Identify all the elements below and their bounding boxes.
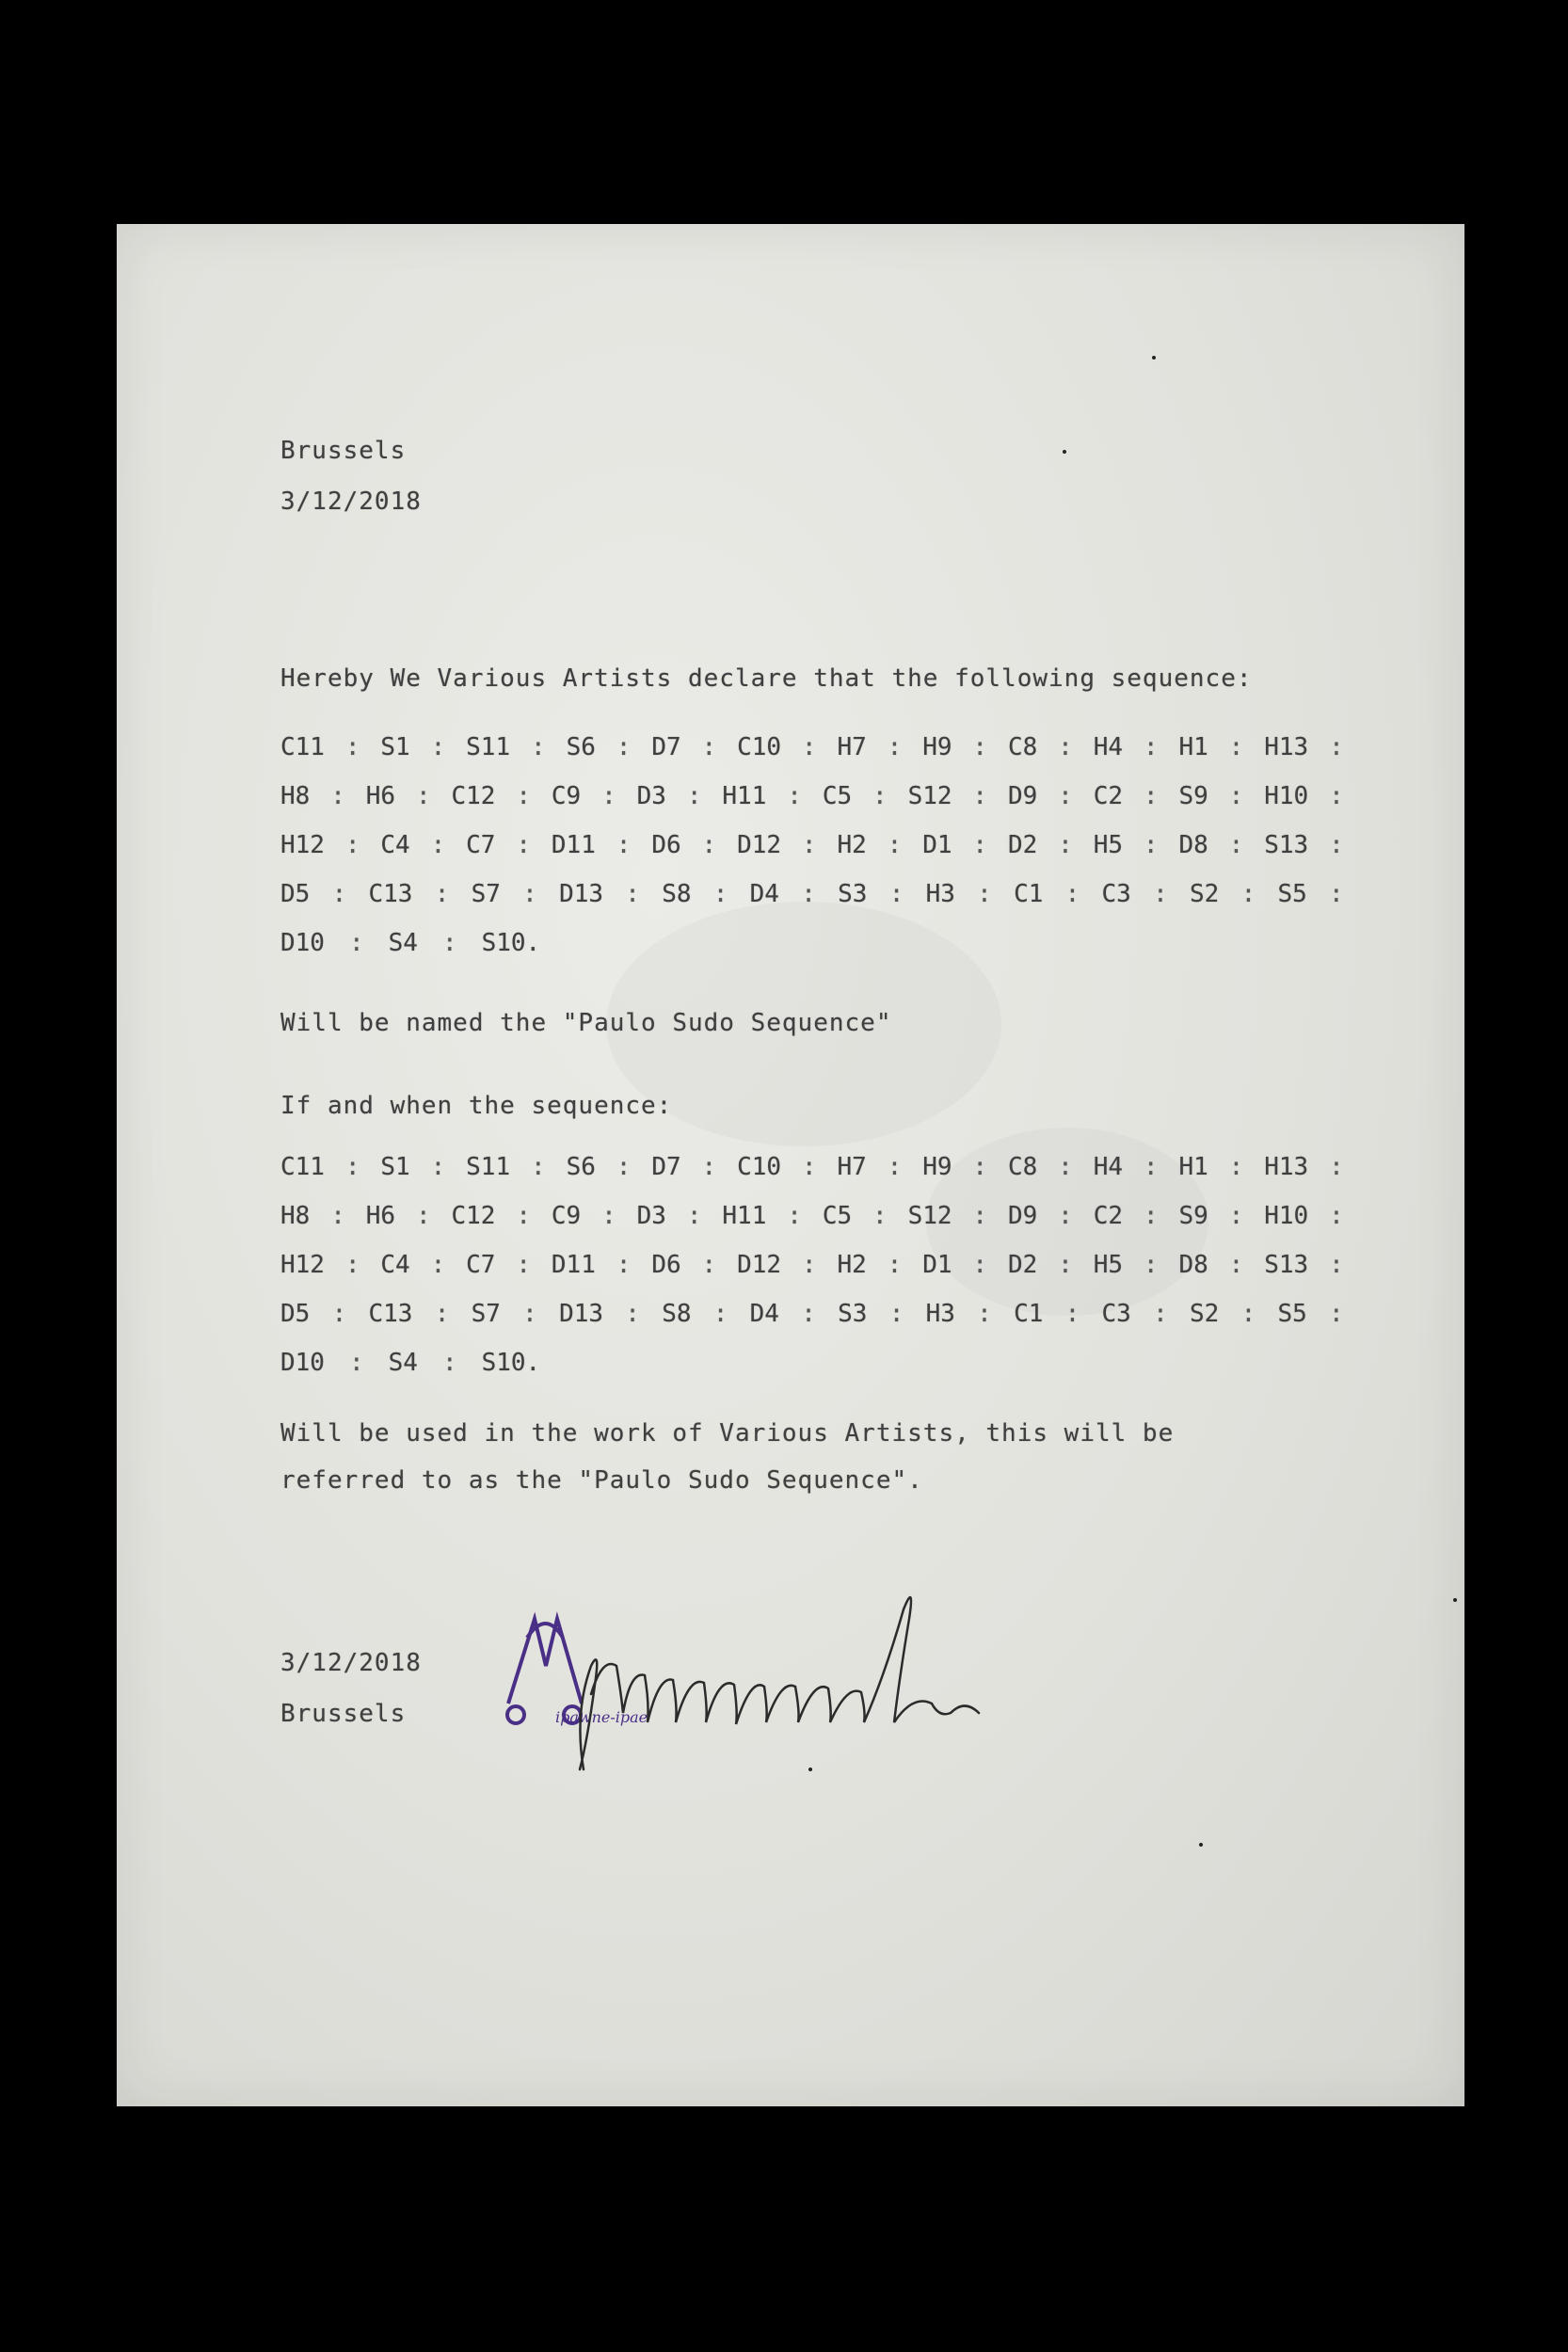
sequence-separator: : xyxy=(977,1300,992,1328)
sequence-separator: : xyxy=(712,880,728,908)
sequence-token: C9 xyxy=(551,1202,582,1230)
sequence-token: S13 xyxy=(1264,1251,1309,1279)
sequence-separator: : xyxy=(1058,831,1073,859)
sequence-separator: : xyxy=(625,880,640,908)
sequence-token: H10 xyxy=(1264,1202,1309,1230)
sequence-token: H5 xyxy=(1093,1251,1124,1279)
sequence-separator: : xyxy=(1329,1300,1344,1328)
sequence-token: H3 xyxy=(925,1300,955,1328)
sequence-token: S2 xyxy=(1190,1300,1220,1328)
sequence-token: C11 xyxy=(280,733,325,761)
sequence-token: C1 xyxy=(1014,880,1044,908)
sequence-token: C7 xyxy=(466,1251,496,1279)
sequence-token: H13 xyxy=(1264,1153,1309,1181)
sequence-separator: : xyxy=(330,1202,345,1230)
sequence-separator: : xyxy=(972,1153,988,1181)
sequence-separator: : xyxy=(701,733,717,761)
sequence-token: H11 xyxy=(722,782,767,810)
sequence-separator: : xyxy=(522,880,537,908)
sequence-line xyxy=(280,1143,1344,1192)
sequence-token: D7 xyxy=(651,1153,681,1181)
sequence-token: H6 xyxy=(365,782,396,810)
sequence-token: S11 xyxy=(466,1153,511,1181)
sequence-token: D12 xyxy=(737,1251,782,1279)
sequence-separator: : xyxy=(331,1300,347,1328)
sequence-separator: : xyxy=(344,831,360,859)
sequence-separator: : xyxy=(1228,1202,1244,1230)
sequence-token: S10. xyxy=(481,1349,541,1377)
sequence-separator: : xyxy=(887,733,903,761)
sequence-separator: : xyxy=(1143,782,1159,810)
sequence-token: C10 xyxy=(737,1153,782,1181)
sequence-separator: : xyxy=(1329,1202,1344,1230)
sequence-separator: : xyxy=(1228,1153,1244,1181)
sequence-separator: : xyxy=(1153,1300,1168,1328)
sequence-token: H1 xyxy=(1178,733,1208,761)
sequence-separator: : xyxy=(516,1202,532,1230)
sequence-separator: : xyxy=(1240,880,1256,908)
sequence-token: S3 xyxy=(838,880,868,908)
sequence-token: D1 xyxy=(922,831,952,859)
sequence-token: S5 xyxy=(1277,880,1307,908)
sequence-separator: : xyxy=(601,782,616,810)
sequence-separator: : xyxy=(441,929,457,957)
sequence-separator: : xyxy=(1228,733,1244,761)
usage-line-2: referred to as the "Paulo Sudo Sequence". xyxy=(280,1466,923,1495)
sequence-separator: : xyxy=(625,1300,640,1328)
sequence-separator: : xyxy=(1058,733,1073,761)
declaration-sequence xyxy=(280,723,1344,968)
sequence-separator: : xyxy=(441,1349,457,1377)
sequence-separator: : xyxy=(434,1300,450,1328)
sequence-separator: : xyxy=(531,733,546,761)
sequence-separator: : xyxy=(430,1153,446,1181)
sequence-token: C13 xyxy=(368,880,413,908)
sequence-token: D3 xyxy=(636,782,666,810)
sequence-separator: : xyxy=(801,733,817,761)
sequence-separator: : xyxy=(330,782,345,810)
sequence-separator: : xyxy=(888,1300,904,1328)
sequence-separator: : xyxy=(972,1202,988,1230)
sequence-token: D1 xyxy=(922,1251,952,1279)
sequence-separator: : xyxy=(787,782,802,810)
sequence-separator: : xyxy=(1143,831,1159,859)
sequence-token: C1 xyxy=(1014,1300,1044,1328)
sequence-token: D4 xyxy=(749,880,779,908)
sequence-line xyxy=(280,1240,1344,1289)
sequence-separator: : xyxy=(972,782,988,810)
sequence-token: H9 xyxy=(922,1153,952,1181)
footer-place: Brussels xyxy=(280,1700,407,1728)
sequence-token: H12 xyxy=(280,1251,325,1279)
sequence-separator: : xyxy=(1153,880,1168,908)
sequence-token: C4 xyxy=(380,1251,410,1279)
sequence-token: C12 xyxy=(451,1202,496,1230)
sequence-separator: : xyxy=(888,880,904,908)
sequence-separator: : xyxy=(1064,880,1080,908)
sequence-token: C2 xyxy=(1093,1202,1124,1230)
sequence-separator: : xyxy=(1240,1300,1256,1328)
sequence-separator: : xyxy=(1058,782,1073,810)
sequence-separator: : xyxy=(872,1202,888,1230)
sequence-separator: : xyxy=(1329,880,1344,908)
sequence-token: H12 xyxy=(280,831,325,859)
sequence-separator: : xyxy=(801,880,816,908)
sequence-token: C12 xyxy=(451,782,496,810)
header-place: Brussels xyxy=(280,437,407,465)
sequence-separator: : xyxy=(1058,1153,1073,1181)
sequence-separator: : xyxy=(801,1251,817,1279)
sequence-token: S4 xyxy=(388,929,418,957)
sequence-separator: : xyxy=(787,1202,802,1230)
sequence-token: S13 xyxy=(1264,831,1309,859)
sequence-token: D9 xyxy=(1007,1202,1038,1230)
sequence-separator: : xyxy=(1329,782,1344,810)
sequence-separator: : xyxy=(887,1153,903,1181)
sequence-token: S1 xyxy=(380,1153,410,1181)
sequence-separator: : xyxy=(331,880,347,908)
sequence-token: C8 xyxy=(1007,733,1038,761)
sequence-token: C3 xyxy=(1101,880,1131,908)
header-date: 3/12/2018 xyxy=(280,488,422,516)
usage-line-1: Will be used in the work of Various Artists, this will be xyxy=(280,1419,1175,1448)
sequence-separator: : xyxy=(415,782,431,810)
sequence-token: H4 xyxy=(1093,733,1124,761)
sequence-token: S1 xyxy=(380,733,410,761)
sequence-token: D5 xyxy=(280,880,311,908)
sequence-token: S7 xyxy=(471,880,501,908)
sequence-separator: : xyxy=(516,831,532,859)
sequence-separator: : xyxy=(1143,1202,1159,1230)
sequence-separator: : xyxy=(686,1202,702,1230)
sequence-token: H11 xyxy=(722,1202,767,1230)
sequence-token: D3 xyxy=(636,1202,666,1230)
sequence-token: D6 xyxy=(651,831,681,859)
sequence-token: D2 xyxy=(1007,831,1038,859)
sequence-token: H3 xyxy=(925,880,955,908)
sequence-token: H8 xyxy=(280,1202,311,1230)
sequence-token: D4 xyxy=(749,1300,779,1328)
sequence-separator: : xyxy=(1329,1251,1344,1279)
sequence-token: C5 xyxy=(822,1202,853,1230)
sequence-token: D10 xyxy=(280,1349,325,1377)
sequence-token: C3 xyxy=(1101,1300,1131,1328)
sequence-token: H7 xyxy=(837,733,867,761)
sequence-separator: : xyxy=(348,929,364,957)
sequence-line xyxy=(280,821,1344,870)
sequence-separator: : xyxy=(601,1202,616,1230)
sequence-separator: : xyxy=(344,733,360,761)
sequence-token: S8 xyxy=(662,1300,692,1328)
sequence-separator: : xyxy=(701,831,717,859)
sequence-separator: : xyxy=(1058,1202,1073,1230)
sequence-separator: : xyxy=(1228,831,1244,859)
sequence-token: S5 xyxy=(1277,1300,1307,1328)
sequence-token: S6 xyxy=(566,733,596,761)
signature-stroke xyxy=(580,1597,979,1769)
sequence-token: S6 xyxy=(566,1153,596,1181)
sequence-separator: : xyxy=(1329,1153,1344,1181)
sequence-token: C13 xyxy=(368,1300,413,1328)
sequence-separator: : xyxy=(872,782,888,810)
sequence-token: H8 xyxy=(280,782,311,810)
sequence-separator: : xyxy=(887,1251,903,1279)
sequence-token: S8 xyxy=(662,880,692,908)
sequence-separator: : xyxy=(972,1251,988,1279)
sequence-line xyxy=(280,1338,1344,1387)
ink-speck xyxy=(1152,356,1156,360)
sequence-separator: : xyxy=(1329,733,1344,761)
sequence-token: C7 xyxy=(466,831,496,859)
sequence-token: C4 xyxy=(380,831,410,859)
sequence-separator: : xyxy=(701,1153,717,1181)
sequence-token: S12 xyxy=(907,1202,952,1230)
sequence-token: S7 xyxy=(471,1300,501,1328)
sequence-token: S9 xyxy=(1178,1202,1208,1230)
declaration-intro: Hereby We Various Artists declare that the following sequence: xyxy=(280,664,1253,693)
sequence-separator: : xyxy=(1064,1300,1080,1328)
sequence-token: S9 xyxy=(1178,782,1208,810)
naming-statement: Will be named the "Paulo Sudo Sequence" xyxy=(280,1009,892,1037)
sequence-token: C5 xyxy=(822,782,853,810)
sequence-token: D11 xyxy=(551,831,596,859)
sequence-token: D6 xyxy=(651,1251,681,1279)
sequence-token: H1 xyxy=(1178,1153,1208,1181)
sequence-token: S3 xyxy=(838,1300,868,1328)
usage-intro: If and when the sequence: xyxy=(280,1092,673,1120)
stamp-text: ipawne-ipae xyxy=(555,1708,648,1726)
sequence-token: D2 xyxy=(1007,1251,1038,1279)
sequence-token: D13 xyxy=(559,1300,604,1328)
sequence-separator: : xyxy=(434,880,450,908)
sequence-separator: : xyxy=(415,1202,431,1230)
sequence-token: H2 xyxy=(837,1251,867,1279)
ink-speck xyxy=(1453,1598,1457,1602)
sequence-separator: : xyxy=(1228,1251,1244,1279)
sequence-line xyxy=(280,919,1344,968)
sequence-separator: : xyxy=(616,1153,632,1181)
sequence-token: D8 xyxy=(1178,1251,1208,1279)
sequence-separator: : xyxy=(686,782,702,810)
sequence-separator: : xyxy=(801,1153,817,1181)
sequence-token: S11 xyxy=(466,733,511,761)
sequence-separator: : xyxy=(522,1300,537,1328)
sequence-token: C8 xyxy=(1007,1153,1038,1181)
sequence-separator: : xyxy=(1058,1251,1073,1279)
sequence-token: C11 xyxy=(280,1153,325,1181)
sequence-token: S10. xyxy=(481,929,541,957)
sequence-token: S12 xyxy=(907,782,952,810)
sequence-separator: : xyxy=(977,880,992,908)
sequence-separator: : xyxy=(1228,782,1244,810)
sequence-line xyxy=(280,1192,1344,1240)
sequence-separator: : xyxy=(616,831,632,859)
ink-speck xyxy=(1199,1843,1203,1847)
sequence-separator: : xyxy=(1143,1153,1159,1181)
sequence-separator: : xyxy=(1143,1251,1159,1279)
sequence-token: S2 xyxy=(1190,880,1220,908)
sequence-separator: : xyxy=(516,782,532,810)
sequence-separator: : xyxy=(972,733,988,761)
sequence-separator: : xyxy=(616,1251,632,1279)
sequence-separator: : xyxy=(531,1153,546,1181)
sequence-separator: : xyxy=(801,831,817,859)
sequence-token: H4 xyxy=(1093,1153,1124,1181)
sequence-token: D11 xyxy=(551,1251,596,1279)
sequence-token: D12 xyxy=(737,831,782,859)
sequence-token: C10 xyxy=(737,733,782,761)
sequence-token: D8 xyxy=(1178,831,1208,859)
sequence-token: H10 xyxy=(1264,782,1309,810)
sequence-line xyxy=(280,723,1344,772)
sequence-separator: : xyxy=(1143,733,1159,761)
sequence-token: H7 xyxy=(837,1153,867,1181)
sequence-separator: : xyxy=(972,831,988,859)
footer-date: 3/12/2018 xyxy=(280,1649,422,1677)
sequence-line xyxy=(280,772,1344,821)
sequence-separator: : xyxy=(430,733,446,761)
sequence-token: S4 xyxy=(388,1349,418,1377)
sequence-separator: : xyxy=(701,1251,717,1279)
sequence-line xyxy=(280,1289,1344,1338)
sequence-token: D7 xyxy=(651,733,681,761)
sequence-token: C9 xyxy=(551,782,582,810)
sequence-token: H5 xyxy=(1093,831,1124,859)
sequence-separator: : xyxy=(344,1251,360,1279)
sequence-separator: : xyxy=(887,831,903,859)
ink-speck xyxy=(1063,450,1066,454)
sequence-separator: : xyxy=(348,1349,364,1377)
sequence-token: D10 xyxy=(280,929,325,957)
sequence-token: H9 xyxy=(922,733,952,761)
sequence-token: D9 xyxy=(1007,782,1038,810)
sequence-token: H6 xyxy=(365,1202,396,1230)
sequence-line xyxy=(280,870,1344,919)
usage-sequence xyxy=(280,1143,1344,1387)
sequence-token: D13 xyxy=(559,880,604,908)
signature-and-stamp xyxy=(489,1581,1148,1882)
sequence-token: H13 xyxy=(1264,733,1309,761)
sequence-token: C2 xyxy=(1093,782,1124,810)
sequence-separator: : xyxy=(616,733,632,761)
sequence-token: H2 xyxy=(837,831,867,859)
sequence-separator: : xyxy=(430,1251,446,1279)
sequence-separator: : xyxy=(430,831,446,859)
sequence-separator: : xyxy=(1329,831,1344,859)
sequence-separator: : xyxy=(344,1153,360,1181)
sequence-separator: : xyxy=(712,1300,728,1328)
sequence-separator: : xyxy=(801,1300,816,1328)
sequence-separator: : xyxy=(516,1251,532,1279)
sequence-token: D5 xyxy=(280,1300,311,1328)
